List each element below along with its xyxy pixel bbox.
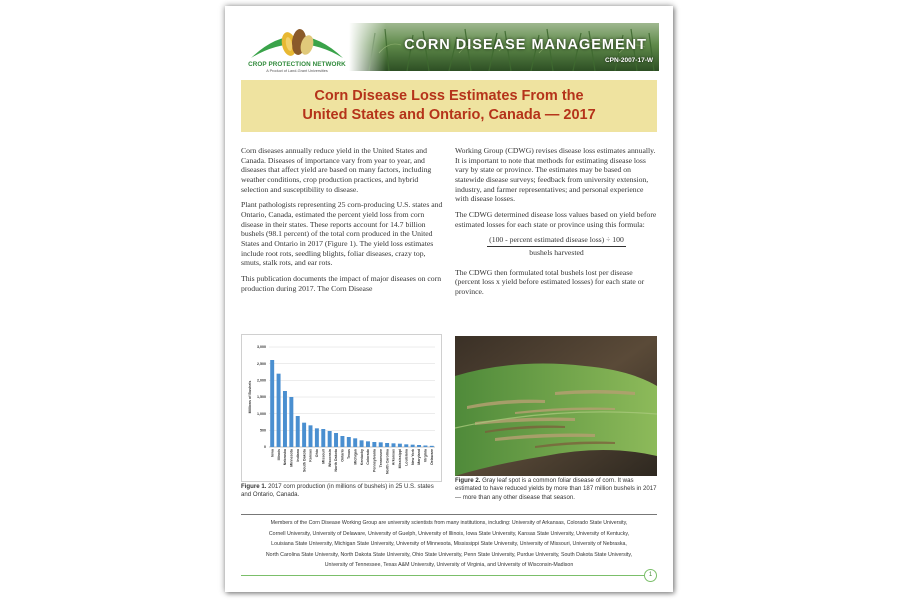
page-rule bbox=[241, 575, 645, 576]
left-column bbox=[241, 146, 444, 299]
bar bbox=[321, 429, 325, 447]
figure-2-label: Figure 2. bbox=[455, 477, 481, 484]
footer-note bbox=[247, 518, 651, 571]
x-category-label: Pennsylvania bbox=[372, 449, 377, 472]
bar bbox=[417, 445, 421, 447]
y-tick-label: 1,500 bbox=[257, 395, 266, 400]
y-tick-label: 3,000 bbox=[257, 345, 266, 350]
figure-1-caption-text: 2017 corn production (in millions of bushels) in 25 U.S. states and Ontario, Canada. bbox=[241, 483, 434, 499]
x-category-label: Arkansas bbox=[391, 449, 396, 466]
x-category-label: Kansas bbox=[308, 449, 313, 462]
bar bbox=[379, 442, 383, 447]
body-paragraph: The CDWG then formulated total bushels lost per disease (percent loss x yield before estimated losses) for each state or province. bbox=[455, 267, 645, 296]
x-category-label: Ohio bbox=[315, 449, 320, 458]
figure-2-caption-text: Gray leaf spot is a common foliar disease of corn. It was estimated to have reduced yields by more than 187 million bushels in 2017 — more than any other disease that season. bbox=[455, 477, 657, 501]
bar bbox=[315, 428, 319, 447]
x-category-label: Minnesota bbox=[289, 449, 294, 467]
gray-leaf-spot-photo bbox=[455, 336, 657, 476]
figure-1-label: Figure 1. bbox=[241, 483, 267, 490]
figure-2-caption bbox=[455, 477, 657, 502]
bar bbox=[392, 443, 396, 447]
bar bbox=[296, 416, 300, 447]
x-category-label: Michigan bbox=[353, 449, 358, 465]
bar bbox=[372, 442, 376, 447]
loss-formula bbox=[455, 235, 658, 257]
title-box bbox=[241, 80, 657, 132]
document-page bbox=[225, 6, 673, 592]
x-category-label: Missouri bbox=[321, 449, 326, 464]
bar bbox=[366, 441, 370, 447]
bar bbox=[340, 436, 344, 447]
bar bbox=[334, 433, 338, 447]
x-category-label: Ontario bbox=[340, 449, 345, 462]
bar bbox=[302, 423, 306, 447]
crop-protection-network-logo bbox=[243, 20, 351, 76]
publication-code: CPN-2007-17-W bbox=[604, 57, 653, 64]
y-tick-label: 2,000 bbox=[257, 378, 266, 383]
bar bbox=[353, 438, 357, 447]
x-category-label: Texas bbox=[347, 449, 352, 459]
logo-icon bbox=[243, 20, 351, 62]
bar bbox=[347, 437, 351, 447]
right-column bbox=[455, 146, 658, 303]
title-line-1: Corn Disease Loss Estimates From the bbox=[314, 88, 584, 104]
x-category-label: Delaware bbox=[430, 449, 435, 465]
x-category-label: Illinois bbox=[276, 449, 281, 461]
bar bbox=[283, 391, 287, 447]
x-category-label: Wisconsin bbox=[327, 449, 332, 467]
bar bbox=[404, 444, 408, 447]
y-tick-label: 1,000 bbox=[257, 411, 266, 416]
x-category-label: Nebraska bbox=[283, 449, 288, 466]
x-category-label: Iowa bbox=[270, 449, 275, 457]
cornfield-banner bbox=[349, 23, 659, 71]
body-paragraph: Working Group (CDWG) revises disease loss estimates annually. It is important to note that methods for estimating disease loss vary by state or province. The estimates may be based on statewide disease surveys; feedback from university extension, industry, and farmer representatives; and personal experience with disease losses. bbox=[455, 146, 656, 204]
figure-2-photo bbox=[455, 336, 657, 476]
logo-tagline: A Product of Land-Grant Universities bbox=[266, 69, 328, 73]
x-category-label: South Dakota bbox=[302, 449, 307, 473]
footer-line: Cornell University, University of Delaware, University of Guelph, University of Illinois, Iowa State University, Kansas State University, University of Kentucky, bbox=[268, 530, 630, 537]
bar bbox=[411, 445, 415, 447]
x-category-label: Mississippi bbox=[398, 449, 403, 469]
bar bbox=[385, 443, 389, 447]
x-category-label: Louisiana bbox=[404, 449, 409, 466]
x-category-label: Maryland bbox=[417, 449, 422, 465]
bar bbox=[360, 440, 364, 447]
bar bbox=[270, 360, 274, 447]
y-axis-label: Millions of Bushels bbox=[248, 380, 252, 414]
x-category-label: North Dakota bbox=[334, 449, 339, 472]
footer-line: Members of the Corn Disease Working Group are university scientists from many institutions, including: University of Arkansas, Colorado State University, bbox=[270, 520, 628, 526]
x-category-label: Colorado bbox=[366, 449, 371, 465]
body-paragraph: Corn diseases annually reduce yield in the United States and Canada. Diseases of importance vary from year to year, and diseases that affect yield are based on many factors, including weather conditions, crop production practices, and hybrid selection and susceptibility to disease. bbox=[241, 146, 432, 194]
title-line-2: United States and Ontario, Canada — 2017 bbox=[302, 107, 596, 123]
y-tick-label: 0 bbox=[264, 445, 266, 450]
x-category-label: Tennessee bbox=[378, 449, 383, 468]
page-number: 1 bbox=[644, 569, 657, 582]
bar bbox=[430, 446, 434, 447]
y-tick-label: 500 bbox=[260, 428, 266, 433]
figure-1-caption bbox=[241, 483, 441, 500]
bar bbox=[277, 374, 281, 447]
x-category-label: North Carolina bbox=[385, 449, 390, 474]
body-paragraph: The CDWG determined disease loss values based on yield before estimated losses for each state or province using this formula: bbox=[455, 209, 657, 229]
y-tick-label: 2,500 bbox=[257, 361, 266, 366]
footer-line: Louisiana State University, Michigan State University, University of Minnesota, Mississippi State University, University of Missouri, University of Nebraska, bbox=[271, 541, 627, 548]
body-paragraph: Plant pathologists representing 25 corn-producing U.S. states and Ontario, Canada, estimated the percent yield loss from corn disease in their states. These reports account for 14.7 billion bushels (98.1 percent) of the total corn produced in the United States and Ontario in 2017 (Figure 1). The yield loss estimates include root rots, seedling blights, foliar diseases, crazy top, smuts, stalk rots, and ear rots. bbox=[241, 200, 443, 268]
logo-name: CROP PROTECTION NETWORK bbox=[248, 61, 346, 68]
x-category-label: New York bbox=[410, 449, 415, 466]
bar bbox=[423, 446, 427, 448]
bar-chart bbox=[242, 335, 441, 481]
x-category-label: Kentucky bbox=[359, 449, 364, 466]
divider bbox=[241, 514, 657, 515]
footer-line: University of Tennessee, Texas A&M University, University of Virginia, and University of Wisconsin-Madison bbox=[324, 562, 574, 569]
bar bbox=[398, 444, 402, 447]
figure-1-chart bbox=[241, 334, 442, 482]
bar bbox=[309, 425, 313, 447]
footer-line: North Carolina State University, North Dakota State University, Ohio State University, Penn State University, Purdue University, South Dakota State University, bbox=[265, 551, 633, 558]
x-category-label: Indiana bbox=[295, 449, 300, 462]
x-category-label: Virginia bbox=[423, 449, 428, 463]
bar bbox=[289, 397, 293, 447]
bar bbox=[328, 431, 332, 447]
formula-denominator: bushels harvested bbox=[529, 247, 584, 257]
body-paragraph: This publication documents the impact of major diseases on corn production during 2017. The Corn Disease bbox=[241, 273, 442, 293]
formula-numerator: (100 - percent estimated disease loss) ÷ 100 bbox=[487, 235, 626, 247]
series-title: CORN DISEASE MANAGEMENT bbox=[404, 37, 647, 53]
